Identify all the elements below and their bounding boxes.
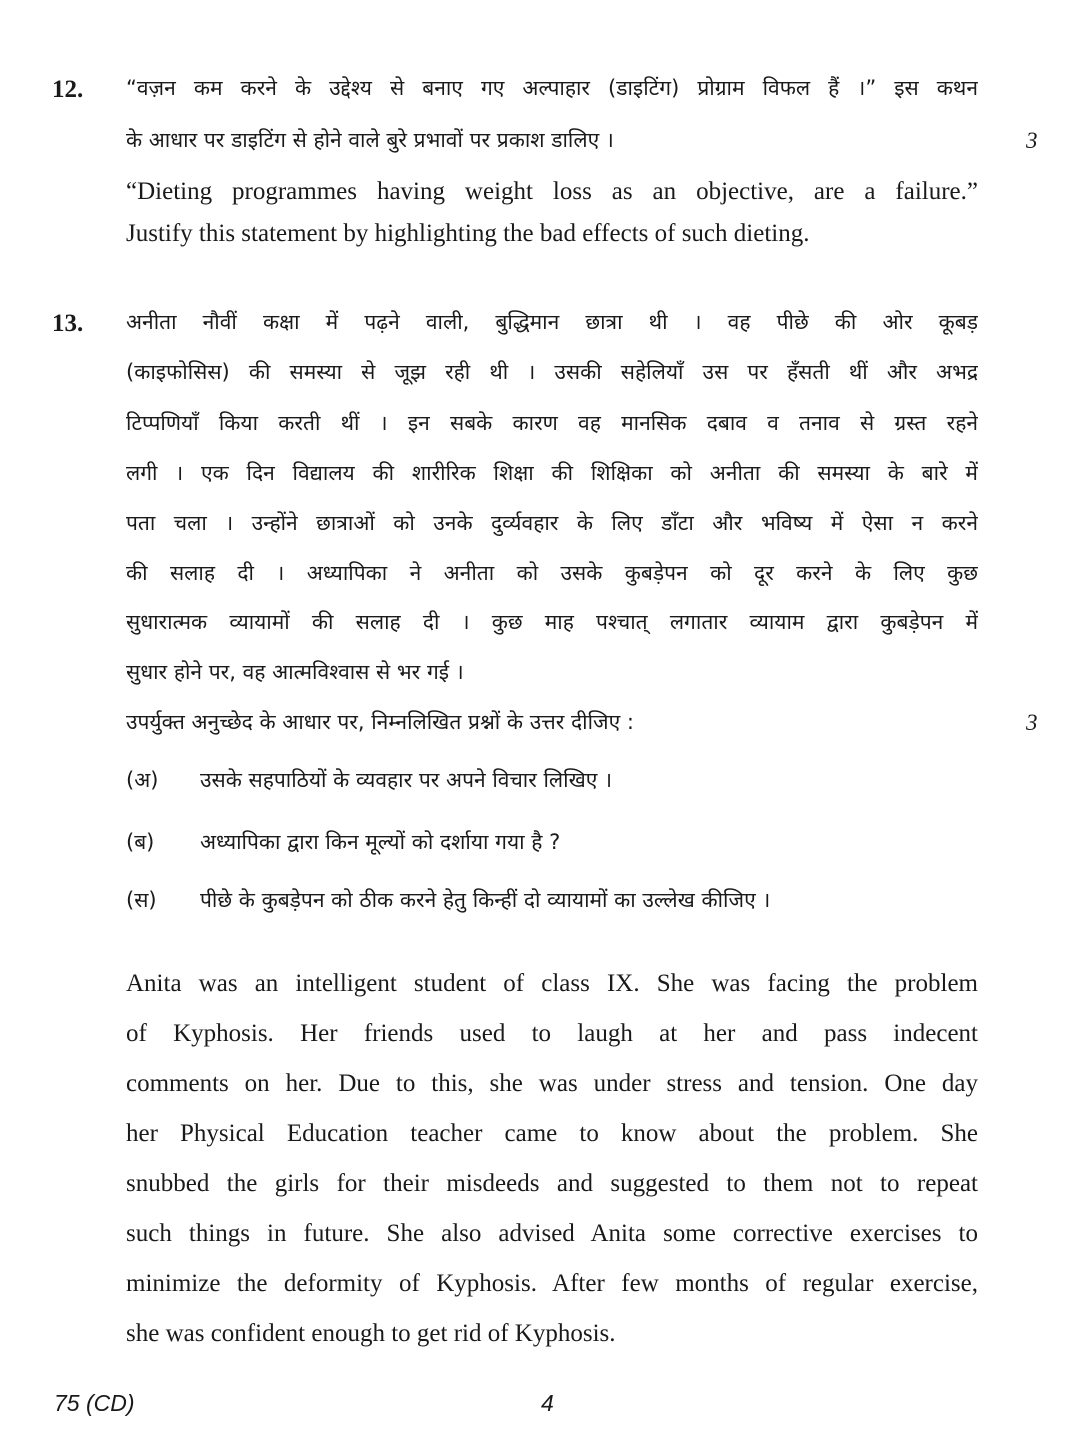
page-number: 4 — [541, 1390, 554, 1416]
subquestion-b-label: (ब) — [126, 830, 155, 854]
q13-english-line-5: snubbed the girls for their misdeeds and suggested to them not to repeat — [126, 1170, 978, 1197]
subquestion-c-text: पीछे के कुबड़ेपन को ठीक करने हेतु किन्हीं दो व्यायामों का उल्लेख कीजिए । — [200, 888, 771, 912]
subquestion-b-text: अध्यापिका द्वारा किन मूल्यों को दर्शाया गया है ? — [200, 830, 561, 854]
q12-marks: 3 — [1026, 128, 1038, 153]
q13-hindi-line-7: सुधारात्मक व्यायामों की सलाह दी । कुछ माह पश्चात् लगातार व्यायाम द्वारा कुबड़ेपन में — [126, 610, 978, 634]
q13-english-line-2: of Kyphosis. Her friends used to laugh at her and pass indecent — [126, 1020, 978, 1047]
subquestion-c-label: (स) — [126, 888, 157, 912]
q13-instruction: उपर्युक्त अनुच्छेद के आधार पर, निम्नलिखित प्रश्नों के उत्तर दीजिए : — [126, 710, 634, 734]
q13-english-line-6: such things in future. She also advised Anita some corrective exercises to — [126, 1220, 978, 1247]
q13-english-line-7: minimize the deformity of Kyphosis. After few months of regular exercise, — [126, 1270, 978, 1297]
q12-english-line-1: “Dieting programmes having weight loss as an objective, are a failure.” — [126, 178, 978, 205]
q13-hindi-line-1: अनीता नौवीं कक्षा में पढ़ने वाली, बुद्धिमान छात्रा थी । वह पीछे की ओर कूबड़ — [126, 310, 978, 334]
q13-marks: 3 — [1026, 710, 1038, 735]
q12-english-line-2: Justify this statement by highlighting the bad effects of such dieting. — [126, 220, 810, 247]
paper-code: 75 (CD) — [54, 1390, 135, 1416]
q13-hindi-line-6: की सलाह दी । अध्यापिका ने अनीता को उसके कुबड़ेपन को दूर करने के लिए कुछ — [126, 561, 978, 585]
q13-hindi-line-2: (काइफोसिस) की समस्या से जूझ रही थी । उसकी सहेलियाँ उस पर हँसती थीं और अभद्र — [126, 360, 978, 384]
q12-hindi-line-1: “वज़न कम करने के उद्देश्य से बनाए गए अल्पाहार (डाइटिंग) प्रोग्राम विफल हैं ।” इस कथन — [126, 76, 978, 100]
q12-hindi-line-2: के आधार पर डाइटिंग से होने वाले बुरे प्रभावों पर प्रकाश डालिए । — [126, 128, 614, 152]
q13-hindi-line-4: लगी । एक दिन विद्यालय की शारीरिक शिक्षा की शिक्षिका को अनीता की समस्या के बारे में — [126, 461, 978, 485]
q13-hindi-line-8: सुधार होने पर, वह आत्मविश्वास से भर गई । — [126, 660, 464, 684]
q13-hindi-line-3: टिप्पणियाँ किया करती थीं । इन सबके कारण वह मानसिक दबाव व तनाव से ग्रस्त रहने — [126, 411, 978, 435]
q13-hindi-line-5: पता चला । उन्होंने छात्राओं को उनके दुर्व्यवहार के लिए डाँटा और भविष्य में ऐसा न करने — [126, 511, 978, 535]
subquestion-a-label: (अ) — [126, 768, 159, 792]
q13-english-line-8: she was confident enough to get rid of Kyphosis. — [126, 1320, 616, 1347]
q13-english-line-1: Anita was an intelligent student of class IX. She was facing the problem — [126, 970, 978, 997]
q13-english-line-3: comments on her. Due to this, she was under stress and tension. One day — [126, 1070, 978, 1097]
subquestion-a-text: उसके सहपाठियों के व्यवहार पर अपने विचार लिखिए । — [200, 768, 613, 792]
question-number-12: 12. — [52, 76, 84, 103]
q13-english-line-4: her Physical Education teacher came to know about the problem. She — [126, 1120, 978, 1147]
question-number-13: 13. — [52, 310, 84, 337]
